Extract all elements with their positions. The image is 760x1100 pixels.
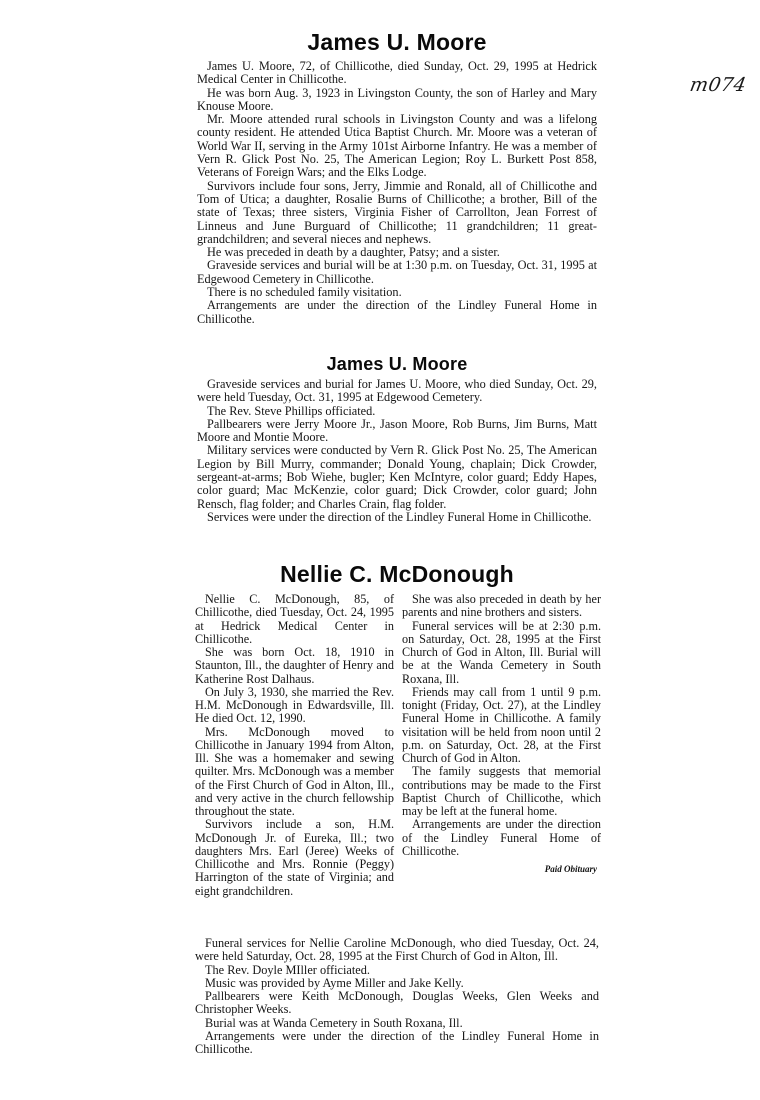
obituary-title: Nellie C. McDonough [280,561,514,587]
paragraph: He was born Aug. 3, 1923 in Livingston County, the son of Harley and Mary Knouse Moore. [197,85,597,113]
paragraph: Funeral services will be at 2:30 p.m. on Saturday, Oct. 28, 1995 at the First Church of God in Alton, Ill. Burial will be at the Wanda Cemetery in South Roxana, Ill. [402,618,601,686]
paragraph: Graveside services and burial will be at 1:30 p.m. on Tuesday, Oct. 31, 1995 at Edgewood Cemetery in Chillicothe. [197,258,597,286]
paragraph: Nellie C. McDonough, 85, of Chillicothe, died Tuesday, Oct. 24, 1995 at Hedrick Medical Center in Chillicothe. [195,592,394,646]
obituary-body [197,60,597,326]
paragraph: The Rev. Doyle MIller officiated. [205,962,370,977]
paragraph: Arrangements were under the direction of the Lindley Funeral Home in Chillicothe. [195,1029,599,1057]
paragraph: Mr. Moore attended rural schools in Livingston County and was a lifelong county resident. He attended Utica Baptist Church. Mr. Moore was a veteran of World War II, serving in the Army 101st Airborne Infantry. He was a member of Vern R. Glick Post No. 25, The American Legion; Roy L. Burkett Post 858, Veterans of Foreign Wars; and the Elks Lodge. [197,112,597,180]
obituary-title: James U. Moore [326,354,468,374]
paragraph: Arrangements are under the direction of the Lindley Funeral Home in Chillicothe. [197,298,597,326]
obituary-title: James U. Moore [307,29,487,55]
right-column [402,593,601,898]
paragraph: Military services were conducted by Vern R. Glick Post No. 25, The American Legion by Bill Murry, commander; Donald Young, chaplain; Dick Crowder, sergeant-at-arms; Bob Wiehe, bugler; Ken McIntyre, color guard; Eddy Hapes, color guard; Mac McKenzie, color guard; Dick Crowder, color guard; John Rensch, flag folder; and Charles Crain, flag folder. [197,443,597,511]
paid-obituary-credit: Paid Obituary [544,864,597,874]
paragraph: Burial was at Wanda Cemetery in South Roxana, Ill. [205,1015,463,1030]
paragraph: She was born Oct. 18, 1910 in Staunton, Ill., the daughter of Henry and Katherine Rost Dalhaus. [195,645,394,686]
handwritten-annotation: m074 [688,74,749,96]
obituary-james-moore [197,28,597,326]
paragraph: The family suggests that memorial contributions may be made to the First Baptist Church of Chillicothe, which may be left at the funeral home. [402,764,601,818]
paragraph: There is no scheduled family visitation. [207,285,402,300]
obituary-nellie-mcdonough [197,560,597,588]
paragraph: She was also preceded in death by her parents and nine brothers and sisters. [402,592,601,620]
paragraph: The Rev. Steve Phillips officiated. [207,403,376,418]
paragraph: James U. Moore, 72, of Chillicothe, died Sunday, Oct. 29, 1995 at Hedrick Medical Center in Chillicothe. [197,59,597,87]
paragraph: Mrs. McDonough moved to Chillicothe in January 1994 from Alton, Ill. She was a homemaker and sewing quilter. Mrs. McDonough was a member of the First Church of God in Alton, Ill., and very active in the church fellowship throughout the state. [195,724,394,818]
paragraph: He was preceded in death by a daughter, Patsy; and a sister. [207,245,500,260]
left-column [195,593,394,898]
paragraph: Survivors include a son, H.M. McDonough Jr. of Eureka, Ill.; two daughters Mrs. Earl (Jeree) Weeks of Chillicothe and Mrs. Ronnie (Peggy) Harrington of the state of Virginia; and eight grandchildren. [195,817,394,898]
paragraph: Graveside services and burial for James U. Moore, who died Sunday, Oct. 29, were held Tuesday, Oct. 31, 1995 at Edgewood Cemetery. [197,377,597,405]
paragraph: Funeral services for Nellie Caroline McDonough, who died Tuesday, Oct. 24, were held Saturday, Oct. 28, 1995 at the First Church of God in Alton, Ill. [195,936,599,964]
paragraph: Services were under the direction of the Lindley Funeral Home in Chillicothe. [207,509,592,524]
obituary-nellie-mcdonough-services [195,937,599,1057]
paragraph: Friends may call from 1 until 9 p.m. tonight (Friday, Oct. 27), at the Lindley Funeral Home in Chillicothe. A family visitation will be held from noon until 2 p.m. on Saturday, Oct. 28, at the First Church of God in Alton. [402,684,601,765]
paragraph: Music was provided by Ayme Miller and Jake Kelly. [205,975,464,990]
paragraph: Pallbearers were Jerry Moore Jr., Jason Moore, Rob Burns, Jim Burns, Matt Moore and Montie Moore. [197,416,597,445]
paragraph: On July 3, 1930, she married the Rev. H.M. McDonough in Edwardsville, Ill. He died Oct. 12, 1990. [195,684,394,726]
obituary-james-moore-services [197,353,597,524]
paragraph: Pallbearers were Keith McDonough, Douglas Weeks, Glen Weeks and Christopher Weeks. [195,989,599,1017]
obituary-two-column-body [195,593,601,898]
paragraph: Survivors include four sons, Jerry, Jimmie and Ronald, all of Chillicothe and Tom of Utica; a daughter, Rosalie Burns of Chillicothe; a brother, Bill of the state of Texas; three sisters, Virginia Fisher of Carrollton, Jean Forrest of Linneus and June Burguard of Chillicothe; 11 grandchildren; 11 great-grandchildren; and several nieces and nephews. [197,178,597,246]
obituary-body [197,378,597,524]
paragraph: Arrangements are under the direction of the Lindley Funeral Home of Chillicothe. [402,817,601,858]
